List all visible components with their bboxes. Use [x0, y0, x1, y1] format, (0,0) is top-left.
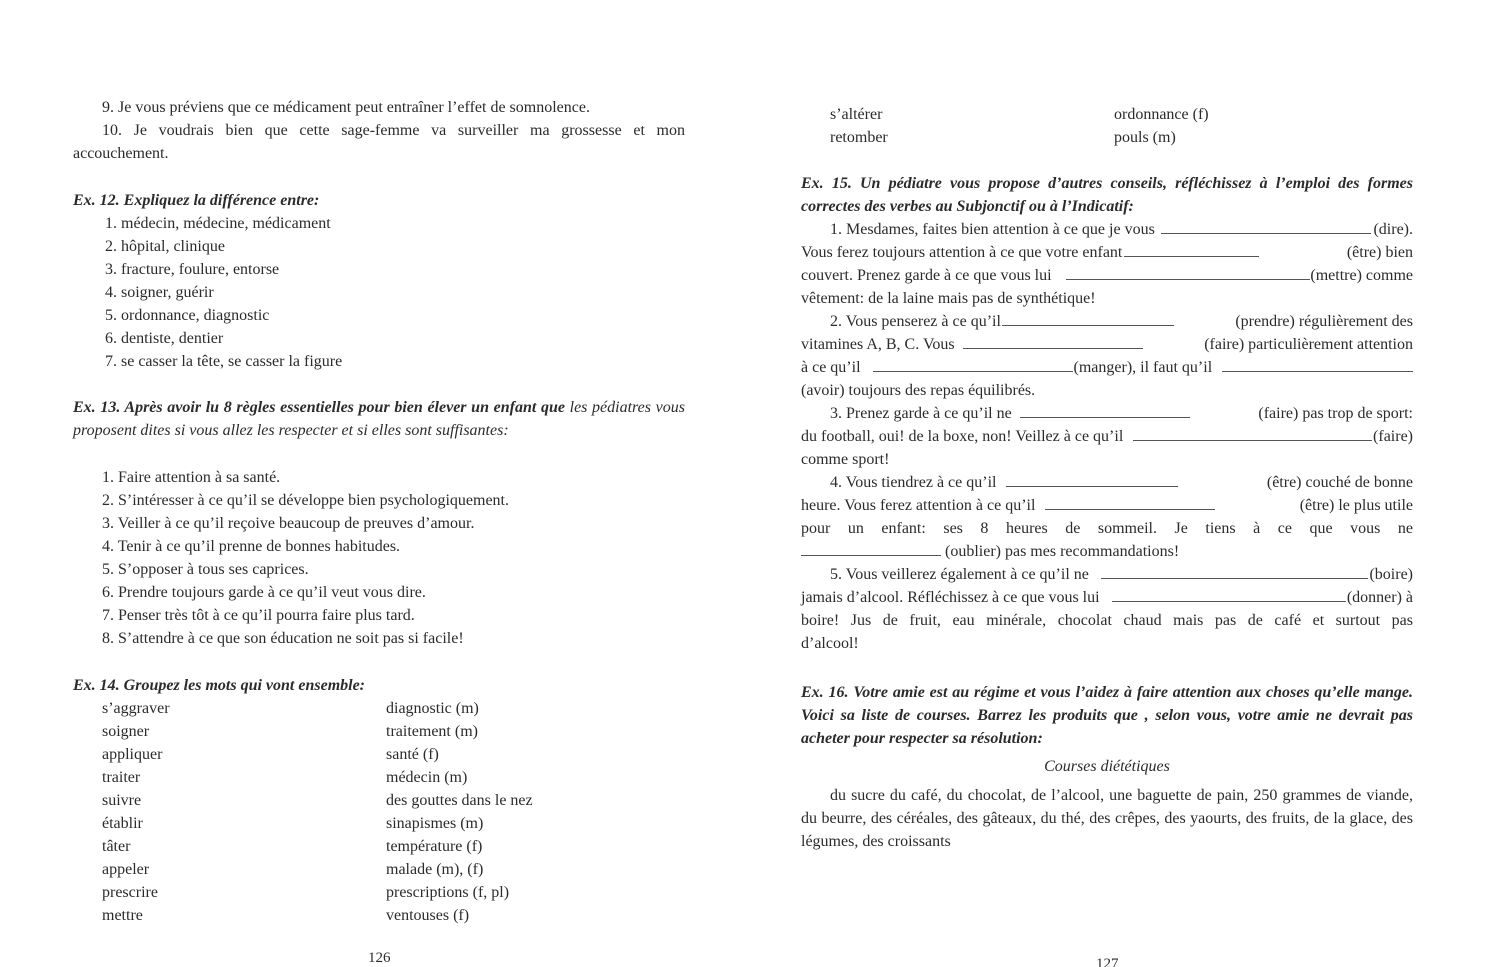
word-item: ventouses (f) [386, 907, 470, 924]
list-item: 6. Prendre toujours garde à ce qu’il veut vous dire. [102, 584, 426, 601]
verb-hint: (faire) particulièrement attention [1204, 336, 1413, 353]
answer-blank[interactable] [1133, 426, 1372, 441]
answer-blank[interactable] [1124, 242, 1259, 257]
sentence-text: boire! Jus de fruit, eau minérale, chocolat chaud mais pas de café et surtout pas [801, 612, 1413, 629]
sentence-text: 5. Vous veillerez également à ce qu’il ne [830, 566, 1089, 583]
verb-hint: (prendre) régulièrement des [1235, 313, 1413, 330]
sentence-text: (avoir) toujours des repas équilibrés. [801, 382, 1036, 399]
word-item: pouls (m) [1114, 129, 1176, 146]
page-number: 126 [368, 950, 391, 966]
sentence-text: 4. Vous tiendrez à ce qu’il [830, 474, 997, 491]
word-item: médecin (m) [386, 769, 468, 786]
verb-hint: (dire). [1373, 221, 1413, 238]
word-item: traiter [102, 769, 141, 786]
verb-hint: (être) couché de bonne [1266, 474, 1413, 491]
word-item: santé (f) [386, 746, 439, 763]
word-item: ordonnance (f) [1114, 106, 1209, 123]
verb-hint: (donner) à [1346, 589, 1413, 606]
list-item: 9. Je vous préviens que ce médicament peut entraîner l’effet de somnolence. [102, 99, 590, 116]
exercise-12-heading: Ex. 12. Expliquez la différence entre: [73, 192, 320, 209]
word-item: des gouttes dans le nez [386, 792, 533, 809]
verb-hint: (faire) pas trop de sport: [1258, 405, 1413, 422]
exercise-13-heading-bold: Ex. 13. Après avoir lu 8 règles essentielles pour bien élever un enfant que [73, 399, 565, 416]
list-item: 10. Je voudrais bien que cette sage-femme va surveiller ma grossesse et mon accouchement. [73, 122, 685, 162]
answer-blank[interactable] [1112, 587, 1346, 602]
answer-blank[interactable] [1222, 357, 1413, 372]
verb-hint: (faire) [1373, 428, 1413, 445]
list-item: 1. Faire attention à sa santé. [102, 469, 281, 486]
verb-hint: (être) le plus utile [1299, 497, 1413, 514]
list-item: 2. S’intéresser à ce qu’il se développe bien psychologiquement. [102, 492, 509, 509]
sentence-text: pour un enfant: ses 8 heures de sommeil. Je tiens à ce que vous ne [801, 520, 1413, 537]
word-item: s’aggraver [102, 700, 170, 717]
verb-hint: (être) bien [1346, 244, 1413, 261]
sentence-text: du football, oui! de la boxe, non! Veillez à ce qu’il [801, 428, 1124, 445]
exercise-14-heading: Ex. 14. Groupez les mots qui vont ensemble: [73, 677, 366, 694]
word-item: température (f) [386, 838, 483, 855]
word-item: soigner [102, 723, 150, 740]
shopping-list-text: du sucre du café, du chocolat, de l’alcool, une baguette de pain, 250 grammes de viande, du beurre, des céréales, des gâteaux, du thé, des crêpes, des yaourts, des fruits, de la glace, des légumes, des croissants [801, 787, 1413, 850]
word-item: retomber [830, 129, 888, 146]
list-item: 5. ordonnance, diagnostic [105, 307, 270, 324]
list-item: 4. Tenir à ce qu’il prenne de bonnes habitudes. [102, 538, 401, 555]
sentence-text: à ce qu’il [801, 359, 861, 376]
answer-blank[interactable] [1101, 564, 1369, 579]
exercise-15-heading: Ex. 15. Un pédiatre vous propose d’autres conseils, réfléchissez à l’emploi des formes correctes des verbes au Subjonctif ou à l’Indicatif: [801, 175, 1413, 215]
word-item: suivre [102, 792, 142, 809]
list-item: 6. dentiste, dentier [105, 330, 224, 347]
answer-blank[interactable] [873, 357, 1073, 372]
word-item: s’altérer [830, 106, 883, 123]
verb-hint: (boire) [1369, 566, 1413, 583]
word-item: mettre [102, 907, 143, 924]
word-item: établir [102, 815, 143, 832]
verb-hint: (oublier) pas mes recommandations! [945, 543, 1180, 560]
list-item: 2. hôpital, clinique [105, 238, 225, 255]
word-item: prescrire [102, 884, 158, 901]
page-number: 127 [1096, 956, 1119, 967]
exercise-15-body [801, 218, 1413, 655]
answer-blank[interactable] [1002, 311, 1174, 326]
sentence-text: Vous ferez toujours attention à ce que votre enfant [801, 244, 1123, 261]
verb-hint: (manger), il faut qu’il [1073, 359, 1213, 376]
exercise-13-heading [73, 396, 685, 442]
sentence-text: comme sport! [801, 451, 890, 468]
list-item: 5. S’opposer à tous ses caprices. [102, 561, 309, 578]
answer-blank[interactable] [1161, 219, 1372, 234]
word-item: appliquer [102, 746, 163, 763]
word-item: traitement (m) [386, 723, 478, 740]
verb-hint: (mettre) comme [1310, 267, 1413, 284]
answer-blank[interactable] [963, 334, 1143, 349]
sentence-text: 1. Mesdames, faites bien attention à ce que je vous [830, 221, 1155, 238]
list-item: 8. S’attendre à ce que son éducation ne soit pas si facile! [102, 630, 464, 647]
list-item: 7. Penser très tôt à ce qu’il pourra faire plus tard. [102, 607, 415, 624]
word-item: tâter [102, 838, 131, 855]
list-item: 3. fracture, foulure, entorse [105, 261, 280, 278]
answer-blank[interactable] [801, 541, 941, 556]
word-item: appeler [102, 861, 150, 878]
sentence-text: heure. Vous ferez attention à ce qu’il [801, 497, 1036, 514]
word-item: diagnostic (m) [386, 700, 479, 717]
list-item: 1. médecin, médecine, médicament [105, 215, 331, 232]
sentence-text: vêtement: de la laine mais pas de synthétique! [801, 290, 1096, 307]
word-item: sinapismes (m) [386, 815, 484, 832]
list-item: 7. se casser la tête, se casser la figure [105, 353, 343, 370]
answer-blank[interactable] [1066, 265, 1311, 280]
word-item: malade (m), (f) [386, 861, 484, 878]
right-page [750, 0, 1500, 967]
answer-blank[interactable] [1020, 403, 1190, 418]
answer-blank[interactable] [1045, 495, 1215, 510]
exercise-16-heading: Ex. 16. Votre amie est au régime et vous l’aidez à faire attention aux choses qu’elle mange. Voici sa liste de courses. Barrez les produits que , selon vous, votre amie ne devrait pas acheter pour respecter sa résolution: [801, 684, 1413, 747]
sentence-text: 3. Prenez garde à ce qu’il ne [830, 405, 1012, 422]
exercise-13-heading-rest: les pédiatres vous proposent dites si vous allez les respecter et si elles sont suffisantes: [73, 399, 685, 439]
sentence-text: vitamines A, B, C. Vous [801, 336, 955, 353]
sentence-text: d’alcool! [801, 635, 859, 652]
answer-blank[interactable] [1006, 472, 1178, 487]
sentence-text: couvert. Prenez garde à ce que vous lui [801, 267, 1052, 284]
shopping-list-title: Courses diététiques [1044, 758, 1170, 775]
sentence-text: jamais d’alcool. Réfléchissez à ce que vous lui [801, 589, 1100, 606]
word-item: prescriptions (f, pl) [386, 884, 510, 901]
list-item: 3. Veiller à ce qu’il reçoive beaucoup de preuves d’amour. [102, 515, 475, 532]
list-item: 4. soigner, guérir [105, 284, 214, 301]
sentence-text: 2. Vous penserez à ce qu’il [830, 313, 1001, 330]
